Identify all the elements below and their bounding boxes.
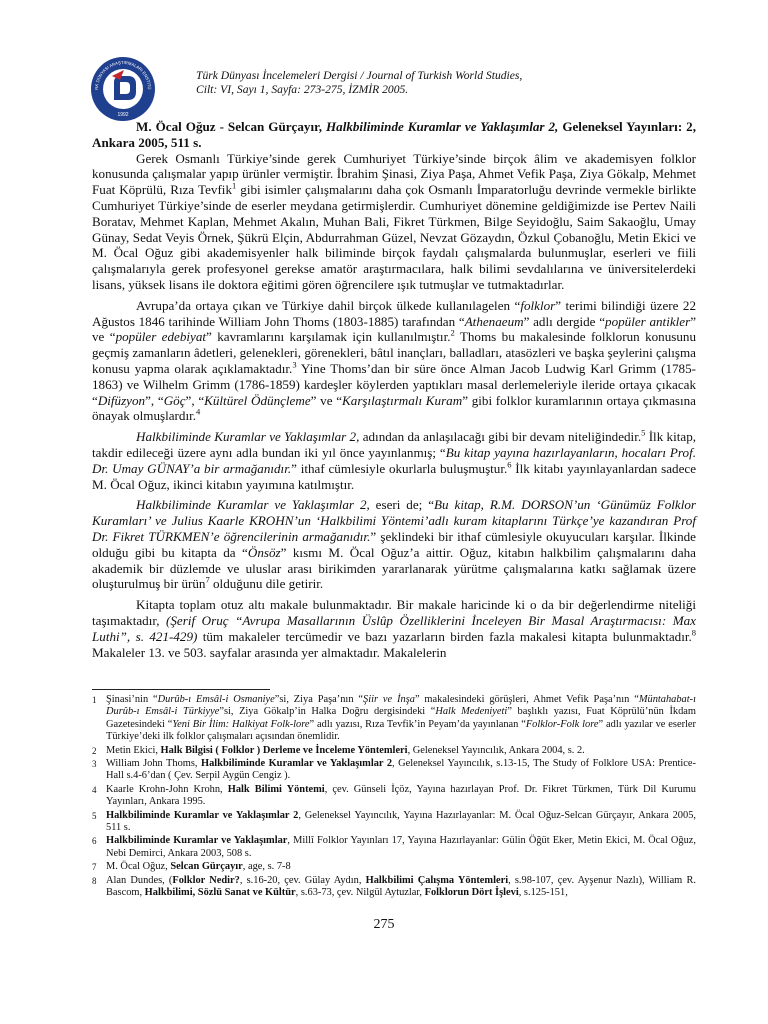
logo-year: 1992	[117, 112, 129, 118]
footnote-7: 7 M. Öcal Oğuz, Selcan Gürçayır, age, s. 7-8	[92, 861, 291, 873]
footnote-ref[interactable]: 3	[292, 359, 297, 370]
paragraph-2: Avrupa’da ortaya çıkan ve Türkiye dahil birçok ülkede kullanılagelen “folklor” terimi bilindiği üzere 22 Ağustos 1846 tarihinde William John Thoms (1803-1885) tarafından “Athenaeum” adlı dergide “popüler antikler” ve “popüler edebiyat” kavramlarını karşılamak için kullanılmıştır.$^2$ Thoms bu makalesinde folklorun konusunu geçmiş zamanların âdetleri, gelenekleri, görenekleri, bâtıl inançları, balladları, atasözleri ve başka şeylerini çalışma konusu yapma olarak açıklamaktadır.$^3$ Yine Thoms’dan bir süre önce Alman Jacob Ludwig Karl Grimm (1785-1863) ve Wilhelm Grimm (1786-1859) kardeşler köylerden yaptıkları masal derlemeleriyle ileride ortaya çıkacak “Difüzyon”, “Göç”, “Kültürel Ödünçleme” ve “Karşılaştırmalı Kuram” gibi folklor kuramlarının ortaya çıkmasına önayak olmuşlardır.$^4$	[92, 297, 697, 424]
footnote-4: 4 Kaarle Krohn-John Krohn, Halk Bilimi Yöntemi, çev. Günseli İçöz, Yayına hazırlayan Prof. Dr. Fikret Türkmen, Türk Dil Kurumu Yayınları, Ankara 1995.	[92, 783, 696, 808]
paragraph-3: Halkbiliminde Kuramlar ve Yaklaşımlar 2, adından da anlaşılacağı gibi bir devam niteliğindedir.$^5$ İlk kitap, takdir edileceği üzere aynı adla bundan iki yıl önce yayınlanmış; “Bu kitap yayına hazırlayanların, hocaları Prof. Dr. Umay GÜNAY’a bir armağanıdır.” ithaf cümlesiyle okurlarla buluşmuştur.$^6$ İlk kitabı yayınlayanlardan sadece M. Öcal Oğuz, ikinci kitabın yayımına katılmıştır.	[92, 427, 697, 492]
footnote-2: 2 Metin Ekici, Halk Bilgisi ( Folklor ) Derleme ve İnceleme Yöntemleri, Geleneksel Yayıncılık, Ankara 2004, s. 2.	[92, 744, 585, 756]
journal-line-2: Cilt: VI, Sayı 1, Sayfa: 273-275, İZMİR 2005.	[196, 83, 409, 96]
footnote-1: 1 Şinasi’nin “Durûb-ı Emsâl-i Osmaniye”si, Ziya Paşa’nın “Şiir ve İnşa” makalesindeki görüşleri, Ahmet Vefik Paşa’nın “Müntahabat-ı Durûb-ı Emsâl-i Türkiyye”si, Ziya Gökalp’in Halka Doğru dergisindeki “Halk Medeniyeti” başlıklı yazısı, Fuat Köprülü’nün İkdam Gazetesindeki “Yeni Bir İlim: Halkiyat Folk-lore” adlı yazısı, Rıza Tevfik’in Peyam’da yayınlanan “Folklor-Folk lore” adlı yazılar ve eserler Türkiye’deki ilk folklor çalışmaları açısından önemlidir.	[92, 694, 697, 743]
footnote-5: 5 Halkbiliminde Kuramlar ve Yaklaşımlar 2, Geleneksel Yayıncılık, Yayına Hazırlayanlar: M. Öcal Oğuz-Selcan Gürçayır, Ankara 2005, 511 s.	[92, 809, 696, 834]
footnote-8: 8 Alan Dundes, (Folklor Nedir?, s.16-20, çev. Gülay Aydın, Halkbilimi Çalışma Yöntemleri, s.98-107, çev. Ayşenur Nazlı), William R. Bascom, Halkbilimi, Sözlü Sanat ve Kültür, s.63-73, çev. Nilgül Aytuzlar, Folklorun Dört İşlevi, s.125-151,	[92, 874, 696, 899]
review-title	[92, 119, 696, 151]
footnote-ref[interactable]: 1	[232, 180, 237, 191]
logo-center	[103, 69, 143, 109]
paragraph-5: Kitapta toplam otuz altı makale bulunmaktadır. Bir makale haricinde ki o da bir değerlendirme niteliği taşımaktadır, (Şerif Oruç “Avrupa Masallarının Üslûp Özelliklerini İnceleyen Bir Masal Araştırmacısı: Max Luthi”, s. 421-429) tüm makaleler tercümedir ve bazı yazarların birden fazla makalesi kitapta bulunmaktadır.$^8$ Makaleler 13. ve 503. sayfalar arasında yer almaktadır. Makalelerin	[92, 597, 697, 660]
page-number: 275	[373, 917, 395, 932]
footnote-ref[interactable]: 5	[641, 427, 646, 438]
review-publication-info: Geleneksel Yayınları: 2, Ankara 2005, 511 s.	[92, 119, 696, 150]
journal-header	[196, 69, 716, 97]
footnote-ref[interactable]: 2	[450, 328, 455, 338]
paragraph-4: Halkbiliminde Kuramlar ve Yaklaşımlar 2, eseri de; “Bu kitap, R.M. DORSON’un ‘Günümüz Folklor Kuramları’ ve Julius Kaarle KROHN’un ‘Halkbilimi Yöntemi’adlı kuram kitaplarını Türkçe’ye kazandıran Prof Dr. Fikret TÜRKMEN’e öğrencilerinin armağanıdır.” şeklindeki bir ithaf cümlesiyle okuyucuları karşılar. İlkinde olduğu gibi bu kitapta da “Önsöz” kısmı M. Öcal Oğuz’a aittir. Oğuz, kitabın halkbilim çalışmalarını daha akademik bir düzlemde ve uluslar arası birikimden yararlanarak yürütme çalışmalarına katkı sağlamak üzere oluşturulmuş bir ürün$^7$ olduğunu dile getirir.	[92, 497, 696, 592]
review-book-title: Halkbiliminde Kuramlar ve Yaklaşımlar 2,	[325, 119, 559, 134]
footnote-3: 3 William John Thoms, Halkbiliminde Kuramlar ve Yaklaşımlar 2, Geleneksel Yayıncılık, s.13-15, The Study of Folklore USA: Prentice-Hall s.4-6’dan ( Çev. Serpil Aygün Cengiz ).	[92, 758, 696, 782]
paragraph-1: Gerek Osmanlı Türkiye’sinde gerek Cumhuriyet Türkiye’sinde birçok âlim ve akademisyen folklor konusunda çalışmalar yapıp ürünler vermiştir. İbrahim Şinasi, Ziya Paşa, Ahmet Vefik Paşa, Ziya Gökalp, Mehmet Fuat Köprülü, Rıza Tevfik$^1$ gibi isimler çalışmalarını daha çok Osmanlı İmparatorluğu devrinde vermekle birlikte Cumhuriyet Türkiye’sinde de eserler meydana getirmişlerdir. Cumhuriyet dönemine geldiğimizde ise Pertev Naili Boratav, Mehmet Kaplan, Mehmet Akalın, Muhan Bali, Fikret Türkmen, Bilge Seyidoğlu, Saim Sakaoğlu, Umay Günay, Sedat Veyis Örnek, Şükrü Elçin, Abdurrahman Güzel, Nevzat Gözaydın, Özkul Çobanoğlu, Metin Ekici ve M. Öcal Oğuz gibi akademisyenler halk biliminde birçok faydalı çalışmalarda bulunmuşlar, eserleri ve fiili çalışmalarıyla gerek profesyonel gerekse amatör araştırmacılara, halk bilimi sevdalılarına ve üniversitelerdeki lisans, yüksek lisans ile doktora eğitimi gören öğrencilere ışık tutmuşlar ve tutmaktadırlar.	[92, 150, 697, 292]
footnote-divider	[92, 689, 270, 690]
logo-ring-text: RK DÜNYASI ARAŞTIRMALARI ENSTİTÜ	[93, 59, 153, 90]
institute-logo	[90, 56, 156, 122]
review-authors: M. Öcal Oğuz - Selcan Gürçayır,	[136, 119, 322, 134]
footnote-ref[interactable]: 8	[691, 627, 697, 638]
footnote-ref[interactable]: 6	[507, 459, 512, 470]
article-body	[92, 119, 696, 660]
footnote-ref[interactable]: 7	[205, 574, 210, 585]
footnotes	[92, 694, 696, 901]
journal-line-1: Türk Dünyası İncelemeleri Dergisi / Journal of Turkish World Studies,	[196, 69, 523, 82]
footnote-6: 6 Halkbiliminde Kuramlar ve Yaklaşımlar, Millî Folklor Yayınları 17, Yayına Hazırlayanlar: Gülin Öğüt Eker, Metin Ekici, M. Öcal Oğuz, Nebi Demirci, Ankara 2003, 508 s.	[92, 835, 697, 859]
footnote-ref[interactable]: 4	[196, 406, 201, 417]
